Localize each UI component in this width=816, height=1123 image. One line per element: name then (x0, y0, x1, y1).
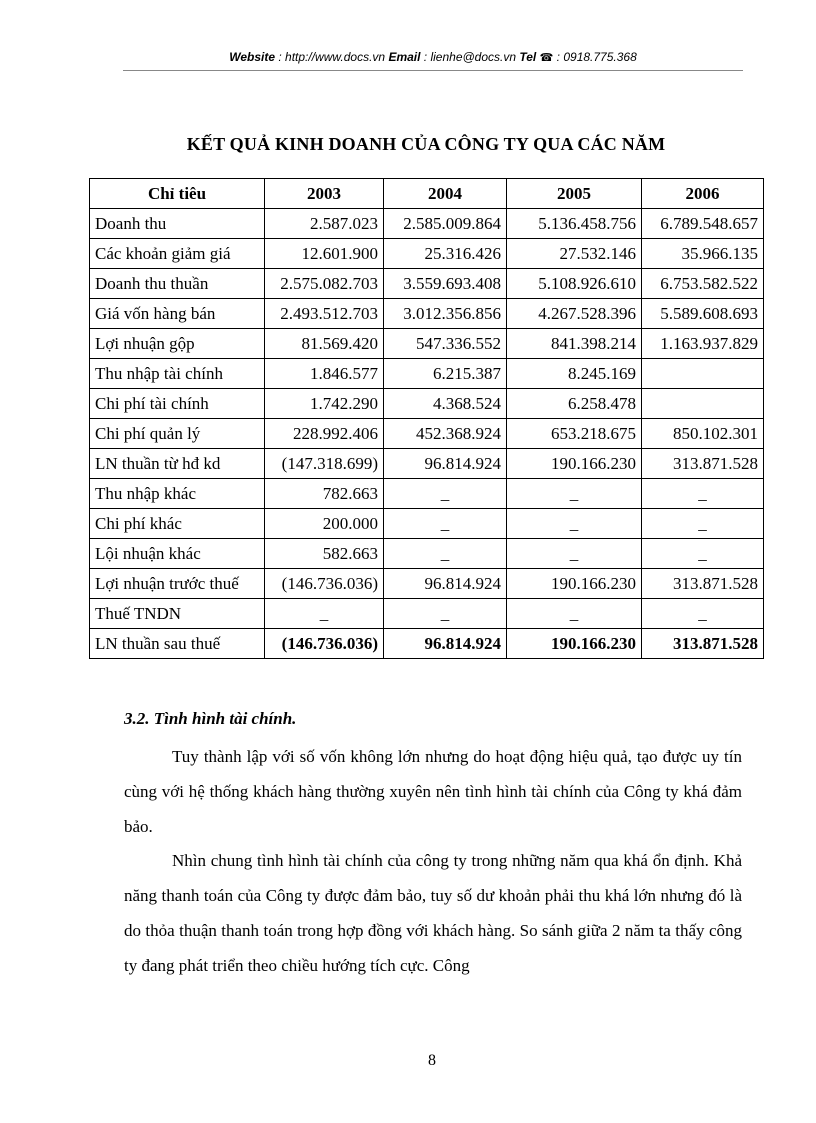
value-cell: _ (642, 539, 764, 569)
value-cell: 3.012.356.856 (384, 299, 507, 329)
header-cell: 2005 (507, 179, 642, 209)
value-cell: 653.218.675 (507, 419, 642, 449)
value-cell: 190.166.230 (507, 449, 642, 479)
website-url: : http://www.docs.vn (278, 50, 386, 64)
row-label-cell: Chi phí tài chính (90, 389, 265, 419)
table-row (90, 449, 764, 479)
value-cell: _ (507, 539, 642, 569)
row-label-cell: Lợi nhuận gộp (90, 329, 265, 359)
page-number: 8 (428, 1052, 436, 1069)
value-cell: 313.871.528 (642, 629, 764, 659)
value-cell: 5.589.608.693 (642, 299, 764, 329)
value-cell: _ (265, 599, 384, 629)
paragraph: Nhìn chung tình hình tài chính của công ty trong những năm qua khá ổn định. Khả năng thanh toán của Công ty được đảm bảo, tuy số dư khoản phải thu khá lớn nhưng đó là do thỏa thuận thanh toán trong hợp đồng với khách hàng. So sánh giữa 2 năm ta thấy công ty đang phát triển theo chiều hướng tích cực. Công (124, 851, 742, 975)
value-cell: 4.267.528.396 (507, 299, 642, 329)
value-cell: 5.136.458.756 (507, 209, 642, 239)
value-cell: 2.585.009.864 (384, 209, 507, 239)
row-label-cell: Thuế TNDN (90, 599, 265, 629)
value-cell: (147.318.699) (265, 449, 384, 479)
value-cell: 547.336.552 (384, 329, 507, 359)
table-row (90, 389, 764, 419)
value-cell: 782.663 (265, 479, 384, 509)
value-cell: 452.368.924 (384, 419, 507, 449)
table-row (90, 209, 764, 239)
value-cell: _ (384, 509, 507, 539)
table-body (90, 209, 764, 659)
row-label-cell: Doanh thu (90, 209, 265, 239)
value-cell: 96.814.924 (384, 569, 507, 599)
table-row (90, 629, 764, 659)
value-cell: 96.814.924 (384, 629, 507, 659)
table-title: KẾT QUẢ KINH DOANH CỦA CÔNG TY QUA CÁC NĂM (186, 134, 666, 154)
value-cell: _ (384, 539, 507, 569)
value-cell: _ (384, 479, 507, 509)
value-cell: (146.736.036) (265, 569, 384, 599)
value-cell: 4.368.524 (384, 389, 507, 419)
table-row (90, 419, 764, 449)
value-cell: 8.245.169 (507, 359, 642, 389)
row-label-cell: LN thuần sau thuế (90, 629, 265, 659)
table-row (90, 479, 764, 509)
table-row (90, 269, 764, 299)
table-row (90, 569, 764, 599)
value-cell: 2.575.082.703 (265, 269, 384, 299)
value-cell: 3.559.693.408 (384, 269, 507, 299)
value-cell: _ (507, 479, 642, 509)
section-heading: 3.2. Tình hình tài chính. (124, 709, 297, 728)
value-cell: 2.493.512.703 (265, 299, 384, 329)
row-label-cell: Lợi nhuận trước thuế (90, 569, 265, 599)
row-label-cell: Giá vốn hàng bán (90, 299, 265, 329)
table-row (90, 509, 764, 539)
value-cell: 96.814.924 (384, 449, 507, 479)
header-cell: 2006 (642, 179, 764, 209)
value-cell: _ (642, 479, 764, 509)
header-divider (123, 70, 743, 71)
value-cell (642, 359, 764, 389)
email-label: Email (388, 50, 421, 64)
page-header (123, 50, 743, 64)
row-label-cell: Chi phí quản lý (90, 419, 265, 449)
header-cell: 2003 (265, 179, 384, 209)
table-header-row (90, 179, 764, 209)
phone-icon: ☎ (539, 52, 554, 64)
value-cell: 12.601.900 (265, 239, 384, 269)
value-cell: 1.742.290 (265, 389, 384, 419)
value-cell: 190.166.230 (507, 569, 642, 599)
value-cell: 6.789.548.657 (642, 209, 764, 239)
row-label-cell: Lội nhuận khác (90, 539, 265, 569)
table-row (90, 539, 764, 569)
value-cell: _ (642, 599, 764, 629)
email-value: : lienhe@docs.vn (423, 50, 517, 64)
table-row (90, 359, 764, 389)
value-cell: 81.569.420 (265, 329, 384, 359)
paragraph: Tuy thành lập với số vốn không lớn nhưng do hoạt động hiệu quả, tạo được uy tín cùng với hệ thống khách hàng thường xuyên nên tình hình tài chính của Công ty khá đảm bảo. (124, 747, 742, 836)
value-cell: _ (507, 599, 642, 629)
table-row (90, 299, 764, 329)
value-cell: 6.753.582.522 (642, 269, 764, 299)
row-label-cell: Các khoản giảm giá (90, 239, 265, 269)
tel-value: : 0918.775.368 (556, 50, 637, 64)
header-cell: 2004 (384, 179, 507, 209)
value-cell: 850.102.301 (642, 419, 764, 449)
row-label-cell: Thu nhập khác (90, 479, 265, 509)
row-label-cell: Chi phí khác (90, 509, 265, 539)
value-cell: 228.992.406 (265, 419, 384, 449)
value-cell (642, 389, 764, 419)
value-cell: (146.736.036) (265, 629, 384, 659)
value-cell: 6.215.387 (384, 359, 507, 389)
table-row (90, 599, 764, 629)
value-cell: 190.166.230 (507, 629, 642, 659)
value-cell: 1.846.577 (265, 359, 384, 389)
value-cell: 313.871.528 (642, 569, 764, 599)
value-cell: 1.163.937.829 (642, 329, 764, 359)
value-cell: 25.316.426 (384, 239, 507, 269)
value-cell: 27.532.146 (507, 239, 642, 269)
website-label: Website (229, 50, 276, 64)
row-label-cell: LN thuần từ hđ kd (90, 449, 265, 479)
value-cell: _ (384, 599, 507, 629)
table-row (90, 239, 764, 269)
business-results-table (89, 178, 764, 659)
value-cell: 841.398.214 (507, 329, 642, 359)
row-label-cell: Doanh thu thuần (90, 269, 265, 299)
value-cell: 6.258.478 (507, 389, 642, 419)
table-row (90, 329, 764, 359)
tel-label: Tel (519, 50, 537, 64)
value-cell: 313.871.528 (642, 449, 764, 479)
value-cell: _ (507, 509, 642, 539)
value-cell: 35.966.135 (642, 239, 764, 269)
row-label-cell: Thu nhập tài chính (90, 359, 265, 389)
value-cell: 2.587.023 (265, 209, 384, 239)
value-cell: 200.000 (265, 509, 384, 539)
value-cell: 5.108.926.610 (507, 269, 642, 299)
value-cell: 582.663 (265, 539, 384, 569)
header-cell: Chỉ tiêu (90, 179, 265, 209)
value-cell: _ (642, 509, 764, 539)
